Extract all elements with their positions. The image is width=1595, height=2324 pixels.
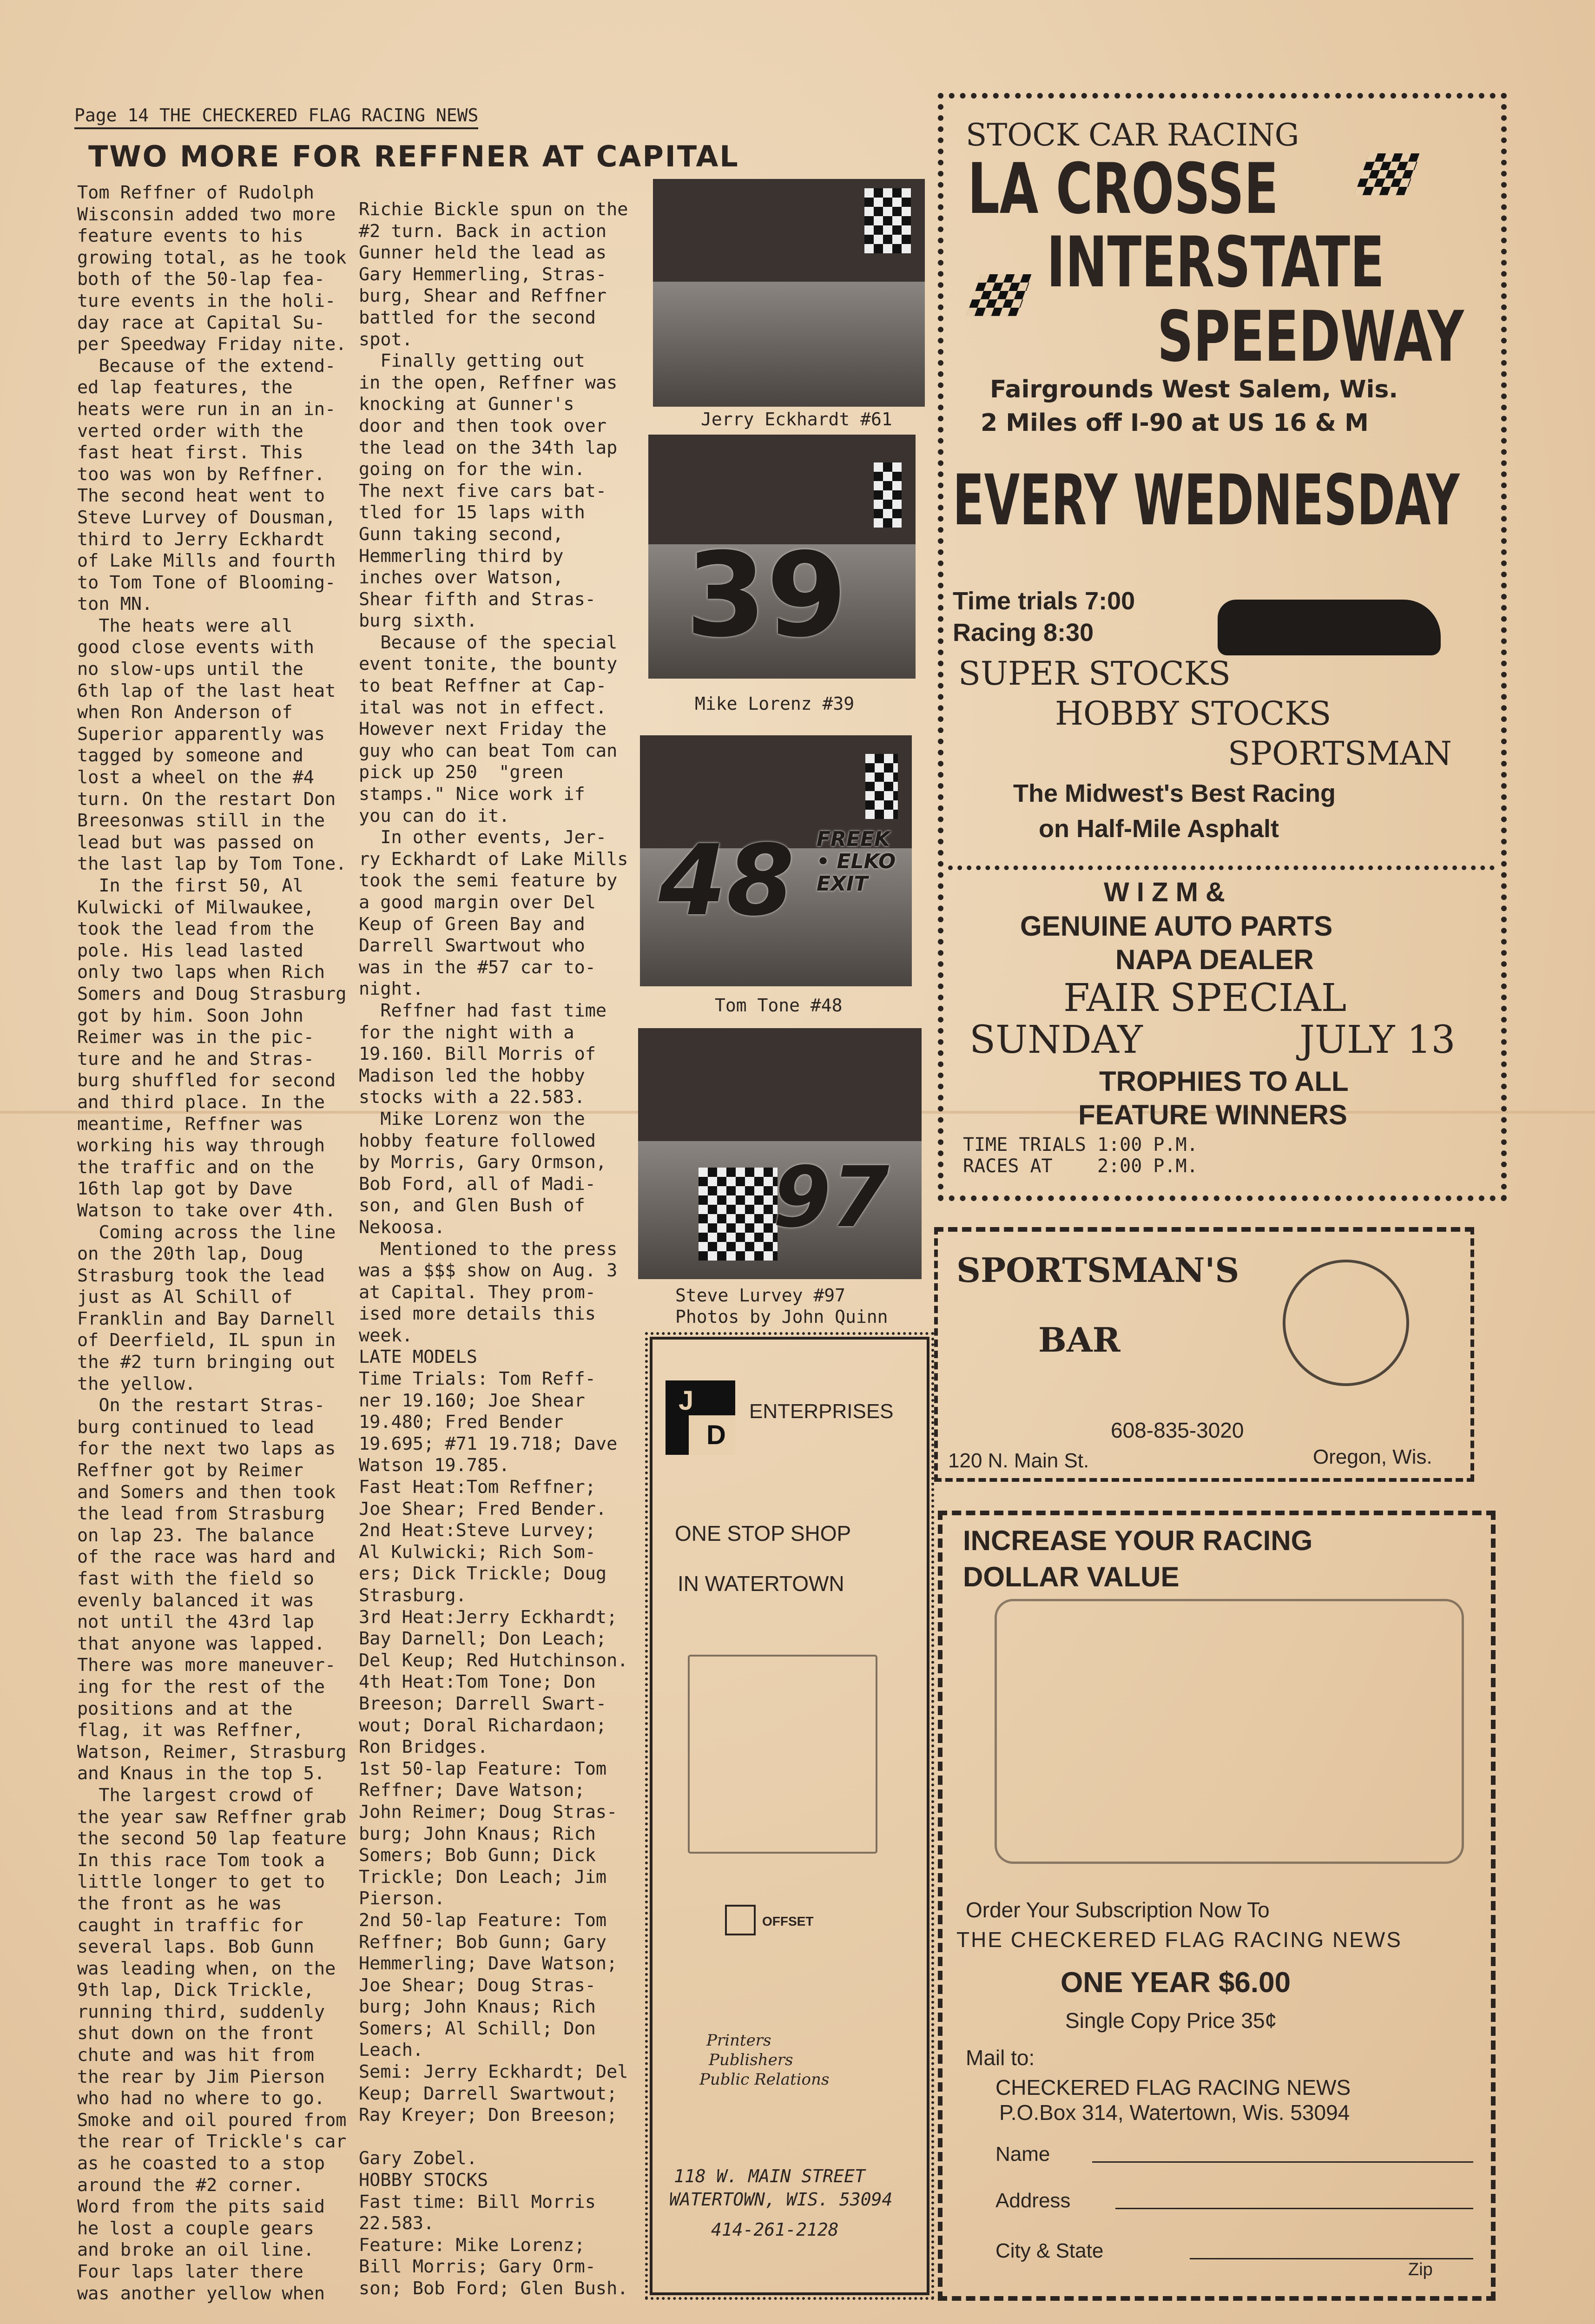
printing-press-icon bbox=[688, 1655, 877, 1854]
ad-sponsor: GENUINE AUTO PARTS bbox=[1020, 911, 1333, 942]
ad-every-wednesday: EVERY WEDNESDAY bbox=[953, 460, 1460, 541]
article-column-2: Richie Bickle spun on the #2 turn. Back in action Gunner held the lead as Gary Hemmerling, Stras- burg, Shear and Reffner battled for the second spot. Finally getting out in the open, Reffner was knocking at Gunner's door and then took over the lead on the 34th lap going on for the win. The next five cars bat- tled for 15 laps with Gunn taking second, Hemmerling third by inches over Watson, Shear fifth and Stras- burg sixth. Because of the special event tonite, the bounty to beat Reffner at Cap- ital was not in effect. However next Friday the guy who can beat Tom can pick up 250 "green stamps." Nice work if you can do it. In other events, Jer- ry Eckhardt of Lake Mills took the semi feature by a good margin over Del Keup of Green Bay and Darrell Swartwout who was in the #57 car to- night. Reffner had fast time for the night with a 19.160. Bill Morris of Madison led the hobby stocks with a 22.583. Mike Lorenz won the hobby feature followed by Morris, Gary Ormson, Bob Ford, all of Madi- son, and Glen Bush of Nekoosa. Mentioned to the press was a $$$ show on Aug. 3 at Capital. They prom- ised more details this week. LATE MODELS Time Trials: Tom Reff- ner 19.160; Joe Shear 19.480; Fred Bender 19.695; #71 19.718; Dave Watson 19.785. Fast Heat:Tom Reffner; Joe Shear; Fred Bender. 2nd Heat:Steve Lurvey; Al Kulwicki; Rich Som- ers; Dick Trickle; Doug Strasburg. 3rd Heat:Jerry Eckhardt; Bay Darnell; Don Leach; Del Keup; Red Hutchinson. 4th Heat:Tom Tone; Don Breeson; Darrell Swart- wout; Doral Richardaon; Ron Bridges. 1st 50-lap Feature: Tom Reffner; Dave Watson; John Reimer; Doug Stras- burg; John Knaus; Rich Somers; Bob Gunn; Dick Trickle; Don Leach; Jim Pierson. 2nd 50-lap Feature: Tom Reffner; Bob Gunn; Gary Hemmerling; Dave Watson; Joe Shear; Doug Stras- burg; John Knaus; Rich Somers; Al Schill; Don Leach. Semi: Jerry Eckhardt; Del Keup; Darrell Swartwout; Ray Kreyer; Don Breeson; Gary Zobel. HOBBY STOCKS Fast time: Bill Morris 22.583. Feature: Mike Lorenz; Bill Morris; Gary Orm- son; Bob Ford; Glen Bush. bbox=[359, 199, 628, 2299]
ad-races-at: RACES AT 2:00 P.M. bbox=[963, 1155, 1198, 1177]
sub-headline: DOLLAR VALUE bbox=[963, 1561, 1180, 1592]
ad-time-trials: Time trials 7:00 bbox=[953, 587, 1135, 615]
duck-hunting-icon bbox=[1283, 1260, 1409, 1386]
jd-public-relations: Public Relations bbox=[699, 2070, 830, 2089]
ad-tagline: on Half-Mile Asphalt bbox=[1039, 815, 1279, 843]
ad-title-line2: INTERSTATE bbox=[1047, 222, 1384, 303]
ad-class: SPORTSMAN bbox=[1228, 734, 1452, 772]
sub-headline: INCREASE YOUR RACING bbox=[963, 1525, 1313, 1556]
ad-class: HOBBY STOCKS bbox=[1055, 694, 1331, 733]
photo-caption: Jerry Eckhardt #61 bbox=[701, 409, 892, 429]
sub-mail-to: Mail to: bbox=[966, 2046, 1035, 2070]
jd-in-watertown: IN WATERTOWN bbox=[678, 1571, 844, 1596]
ad-racing-time: Racing 8:30 bbox=[953, 619, 1094, 647]
form-city-label: City & State bbox=[995, 2239, 1104, 2262]
ad-date: JULY 13 bbox=[1299, 1018, 1456, 1062]
form-name-label: Name bbox=[995, 2143, 1050, 2166]
ad-title-line1: LA CROSSE bbox=[968, 149, 1279, 230]
photo-car-48: 48 FREEK • ELKO EXIT bbox=[640, 735, 912, 986]
ad-time-trials-fair: TIME TRIALS 1:00 P.M. bbox=[963, 1134, 1198, 1155]
bar-address: 120 N. Main St. bbox=[948, 1449, 1089, 1472]
ad-day: SUNDAY bbox=[969, 1018, 1143, 1062]
photo-caption: Tom Tone #48 bbox=[715, 995, 843, 1016]
ad-location: Fairgrounds West Salem, Wis. bbox=[990, 376, 1398, 403]
jd-logo: J D bbox=[666, 1380, 735, 1455]
ad-title-line3: SPEEDWAY bbox=[1157, 297, 1464, 377]
bar-phone: 608-835-3020 bbox=[1111, 1418, 1244, 1442]
bar-name: BAR bbox=[1038, 1320, 1120, 1360]
form-address-label: Address bbox=[995, 2189, 1071, 2212]
ad-fair-special: FAIR SPECIAL bbox=[1063, 976, 1347, 1020]
jd-enterprises-label: ENTERPRISES bbox=[749, 1400, 894, 1423]
article-headline: TWO MORE FOR REFFNER AT CAPITAL bbox=[88, 139, 739, 173]
dollar-cartoon-icon bbox=[995, 1599, 1464, 1864]
ad-directions: 2 Miles off I-90 at US 16 & M bbox=[981, 409, 1369, 437]
jd-publishers: Publishers bbox=[709, 2051, 793, 2069]
photo-caption: Steve Lurvey #97 bbox=[675, 1285, 846, 1306]
page-header: Page 14 THE CHECKERED FLAG RACING NEWS bbox=[74, 105, 478, 129]
ad-tagline: The Midwest's Best Racing bbox=[1013, 779, 1336, 807]
jd-one-stop: ONE STOP SHOP bbox=[675, 1521, 851, 1545]
ad-kicker: STOCK CAR RACING bbox=[966, 117, 1299, 153]
sub-order: Order Your Subscription Now To bbox=[966, 1898, 1270, 1922]
photo-car-97: 97 bbox=[638, 1028, 922, 1279]
ad-trophies: FEATURE WINNERS bbox=[1078, 1099, 1347, 1130]
article-column-1: Tom Reffner of Rudolph Wisconsin added two more feature events to his growing total, as he took both of the 50-lap fea- ture events in the holi- day race at Capital Su- per Speedway Friday nite. Because of the extend- ed lap features, the heats were run in an in- verted order with the fast heat first. This too was won by Reffner. The second heat went to Steve Lurvey of Dousman, third to Jerry Eckhardt of Lake Mills and fourth to Tom Tone of Blooming- ton MN. The heats were all good close events with no slow-ups until the 6th lap of the last heat when Ron Anderson of Superior apparently was tagged by someone and lost a wheel on the #4 turn. On the restart Don Breesonwas still in the lead but was passed on the last lap by Tom Tone. In the first 50, Al Kulwicki of Milwaukee, took the lead from the pole. His lead lasted only two laps when Rich Somers and Doug Strasburg got by him. Soon John Reimer was in the pic- ture and he and Stras- burg shuffled for second and third place. In the meantime, Reffner was working his way through the traffic and on the 16th lap got by Dave Watson to take over 4th. Coming across the line on the 20th lap, Doug Strasburg took the lead just as Al Schill of Franklin and Bay Darnell of Deerfield, IL spun in the #2 turn bringing out the yellow. On the restart Stras- burg continued to lead for the next two laps as Reffner got by Reimer and Somers and then took the lead from Strasburg on lap 23. The balance of the race was hard and fast with the field so evenly balanced it was not until the 43rd lap that anyone was lapped. There was more maneuver- ing for the rest of the positions and at the flag, it was Reffner, Watson, Reimer, Strasburg and Knaus in the top 5. The largest crowd of the year saw Reffner grab the second 50 lap feature In this race Tom took a little longer to get to the front as he was caught in traffic for several laps. Bob Gunn was leading when, on the 9th lap, Dick Trickle, running third, suddenly shut down on the front chute and was hit from the rear by Jim Pierson who had no where to go. Smoke and oil poured from the rear of Trickle's car as he coasted to a stop around the #2 corner. Word from the pits said he lost a couple gears and broke an oil line. Four laps later there was another yellow when bbox=[77, 182, 347, 2304]
jd-printers: Printers bbox=[706, 2031, 771, 2050]
sub-mail-name: CHECKERED FLAG RACING NEWS bbox=[995, 2075, 1351, 2100]
form-city-field[interactable] bbox=[1190, 2258, 1473, 2259]
jd-phone: 414-261-2128 bbox=[711, 2219, 839, 2240]
form-name-field[interactable] bbox=[1092, 2161, 1473, 2163]
bar-name: SPORTSMAN'S bbox=[956, 1250, 1239, 1290]
race-car-icon bbox=[1218, 600, 1441, 655]
photo-car-39: 39 bbox=[648, 435, 916, 679]
form-address-field[interactable] bbox=[1115, 2208, 1473, 2209]
ad-sponsor: NAPA DEALER bbox=[1115, 944, 1314, 975]
sub-price: ONE YEAR $6.00 bbox=[1061, 1967, 1291, 1999]
form-zip-label: Zip bbox=[1408, 2260, 1433, 2279]
photo-caption: Mike Lorenz #39 bbox=[695, 693, 855, 714]
ad-class: SUPER STOCKS bbox=[958, 654, 1231, 693]
ad-trophies: TROPHIES TO ALL bbox=[1099, 1066, 1349, 1097]
jd-street: 118 W. MAIN STREET bbox=[674, 2166, 865, 2186]
jd-offset: OFFSET bbox=[762, 1914, 814, 1928]
offset-icon bbox=[725, 1905, 756, 1935]
photo-credit: Photos by John Quinn bbox=[675, 1307, 888, 1327]
sub-single-copy: Single Copy Price 35¢ bbox=[1065, 2008, 1277, 2033]
jd-city: WATERTOWN, WIS. 53094 bbox=[669, 2189, 893, 2210]
bar-city: Oregon, Wis. bbox=[1313, 1446, 1432, 1468]
ad-sponsor: W I Z M & bbox=[1104, 877, 1225, 907]
photo-car-61 bbox=[653, 179, 925, 407]
sub-mail-address: P.O.Box 314, Watertown, Wis. 53094 bbox=[999, 2100, 1350, 2125]
sub-paper: THE CHECKERED FLAG RACING NEWS bbox=[956, 1928, 1402, 1952]
divider bbox=[948, 865, 1495, 870]
